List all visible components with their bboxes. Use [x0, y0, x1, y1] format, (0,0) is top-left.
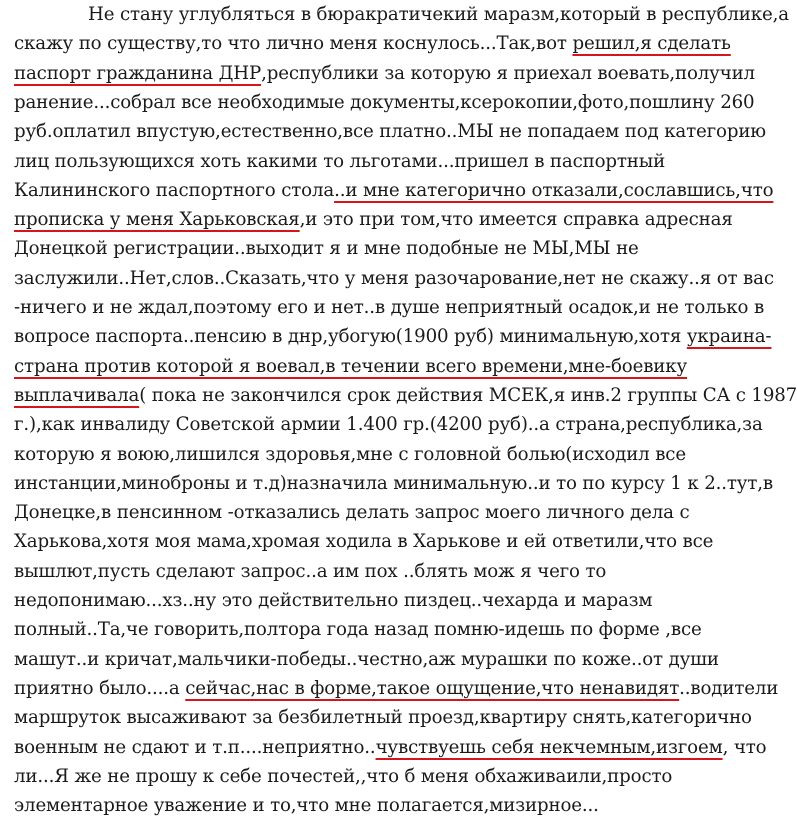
text-line [14, 705, 752, 731]
highlighted-phrase: решил,я сделать [572, 33, 731, 55]
text-line [14, 412, 763, 438]
text-line [14, 90, 754, 116]
highlighted-phrase: сейчас,нас в форме,такое ощущение,что ненавидят [185, 677, 680, 699]
text-segment: руб.оплатил впустую,естественно,все платно..МЫ не попадаем под категорию [14, 121, 766, 143]
text-line [14, 442, 686, 468]
text-line [88, 2, 789, 28]
text-segment: военным не сдают и т.п....неприятно.. [14, 736, 376, 758]
text-segment: ( пока не закончился срок действия МСЕК,я инв.2 группы СА с 1987 [139, 384, 797, 406]
text-line [14, 764, 672, 790]
text-line [14, 647, 719, 673]
text-segment: , что [722, 736, 767, 758]
text-line [14, 266, 774, 292]
text-line [14, 676, 778, 702]
text-segment: Не стану углубляться в бюракратичекий маразм,который в республике,а [88, 4, 789, 25]
text-line [14, 31, 731, 57]
text-line [14, 295, 764, 321]
text-segment: Донецкой регистрации..выходит я и мне подобные не МЫ,МЫ не [14, 238, 639, 260]
text-line [14, 735, 766, 761]
highlighted-phrase: прописка у меня Харьковская [14, 209, 300, 231]
highlighted-phrase: ..и мне категорично отказали,сославшись,что [334, 179, 774, 201]
highlighted-phrase: страна против которой я воевал,в течении всего времени,мне-боевику [14, 355, 688, 377]
highlighted-phrase: чувствуешь себя некчемным,изгоем [375, 736, 723, 758]
text-segment: Донецке,в пенсинном -отказались делать запрос моего личного дела с [14, 502, 690, 524]
text-line [14, 354, 687, 380]
text-segment: инстанции,миноброны и т.д)назначила минимальную..и то по курсу 1 к 2..тут,в [14, 472, 773, 494]
text-segment: ,и это при том,что имеется справка адресная [299, 209, 733, 231]
highlighted-phrase: паспорт гражданина ДНР [14, 62, 262, 84]
text-segment: полный..Та,че говорить,полтора года назад помню-идешь по форме ,все [14, 619, 702, 641]
text-segment: ранение...собрал все необходимые документы,ксерокопии,фото,пошлину 260 [14, 91, 755, 113]
text-line [14, 207, 733, 233]
text-segment: вышлют,пусть сделают запрос..а им пох ..блять мож я чего то [14, 560, 607, 582]
text-segment: скажу по существу,то что лично меня коснулось...Так,вот [14, 33, 573, 55]
text-line [14, 383, 797, 409]
text-line [14, 500, 690, 526]
text-line [14, 119, 766, 145]
text-segment: недопонимаю...хз..ну это действительно пиздец..чехарда и маразм [14, 590, 653, 611]
text-line [14, 617, 702, 643]
text-segment: Калининского паспортного стола [14, 179, 335, 201]
text-segment: лиц пользующихся хоть какими то льготами...пришел в паспортный [14, 150, 666, 172]
text-segment: элементарное уважение и то,что мне полагается,мизирное... [14, 795, 599, 817]
text-segment: -ничего и не ждал,поэтому его и нет..в душе неприятный осадок,и не только в [14, 297, 765, 318]
text-segment: машут..и кричат,мальчики-победы..честно,аж мурашки по коже..от души [14, 648, 719, 670]
text-segment: ..водители [679, 677, 779, 699]
text-line [14, 529, 713, 555]
text-segment: ,республики за которую я приехал воевать,получил [261, 62, 755, 84]
text-segment: которую я воюю,лишился здоровья,мне с головной болью(исходил все [14, 443, 686, 465]
text-segment: приятно было....а [14, 677, 186, 699]
text-segment: маршруток высаживают за безбилетный проезд,квартиру снять,категорично [14, 707, 752, 729]
text-segment: вопросе паспорта..пенсию в днр,убогую(1900 руб) минимальную,хотя [14, 326, 687, 348]
text-line [14, 236, 639, 262]
text-line [14, 149, 665, 175]
text-line [14, 471, 773, 497]
text-line [14, 559, 606, 585]
highlighted-phrase: выплачивала [14, 384, 140, 406]
text-line [14, 61, 755, 87]
text-line [14, 793, 599, 819]
highlighted-phrase: украина- [686, 326, 772, 348]
text-segment: ли...Я же не прошу к себе почестей,,что б меня обхаживаили,просто [14, 765, 673, 787]
text-segment: заслужили..Нет,слов..Сказать,что у меня разочарование,нет не скажу..я от вас [14, 267, 774, 289]
text-line [14, 588, 652, 614]
text-line [14, 178, 773, 204]
text-segment: Харькова,хотя моя мама,хромая ходила в Харькове и ей ответили,что все [14, 531, 714, 553]
text-segment: г.),как инвалиду Советской армии 1.400 гр.(4200 руб)..а страна,республика,за [14, 414, 763, 436]
text-line [14, 324, 771, 350]
